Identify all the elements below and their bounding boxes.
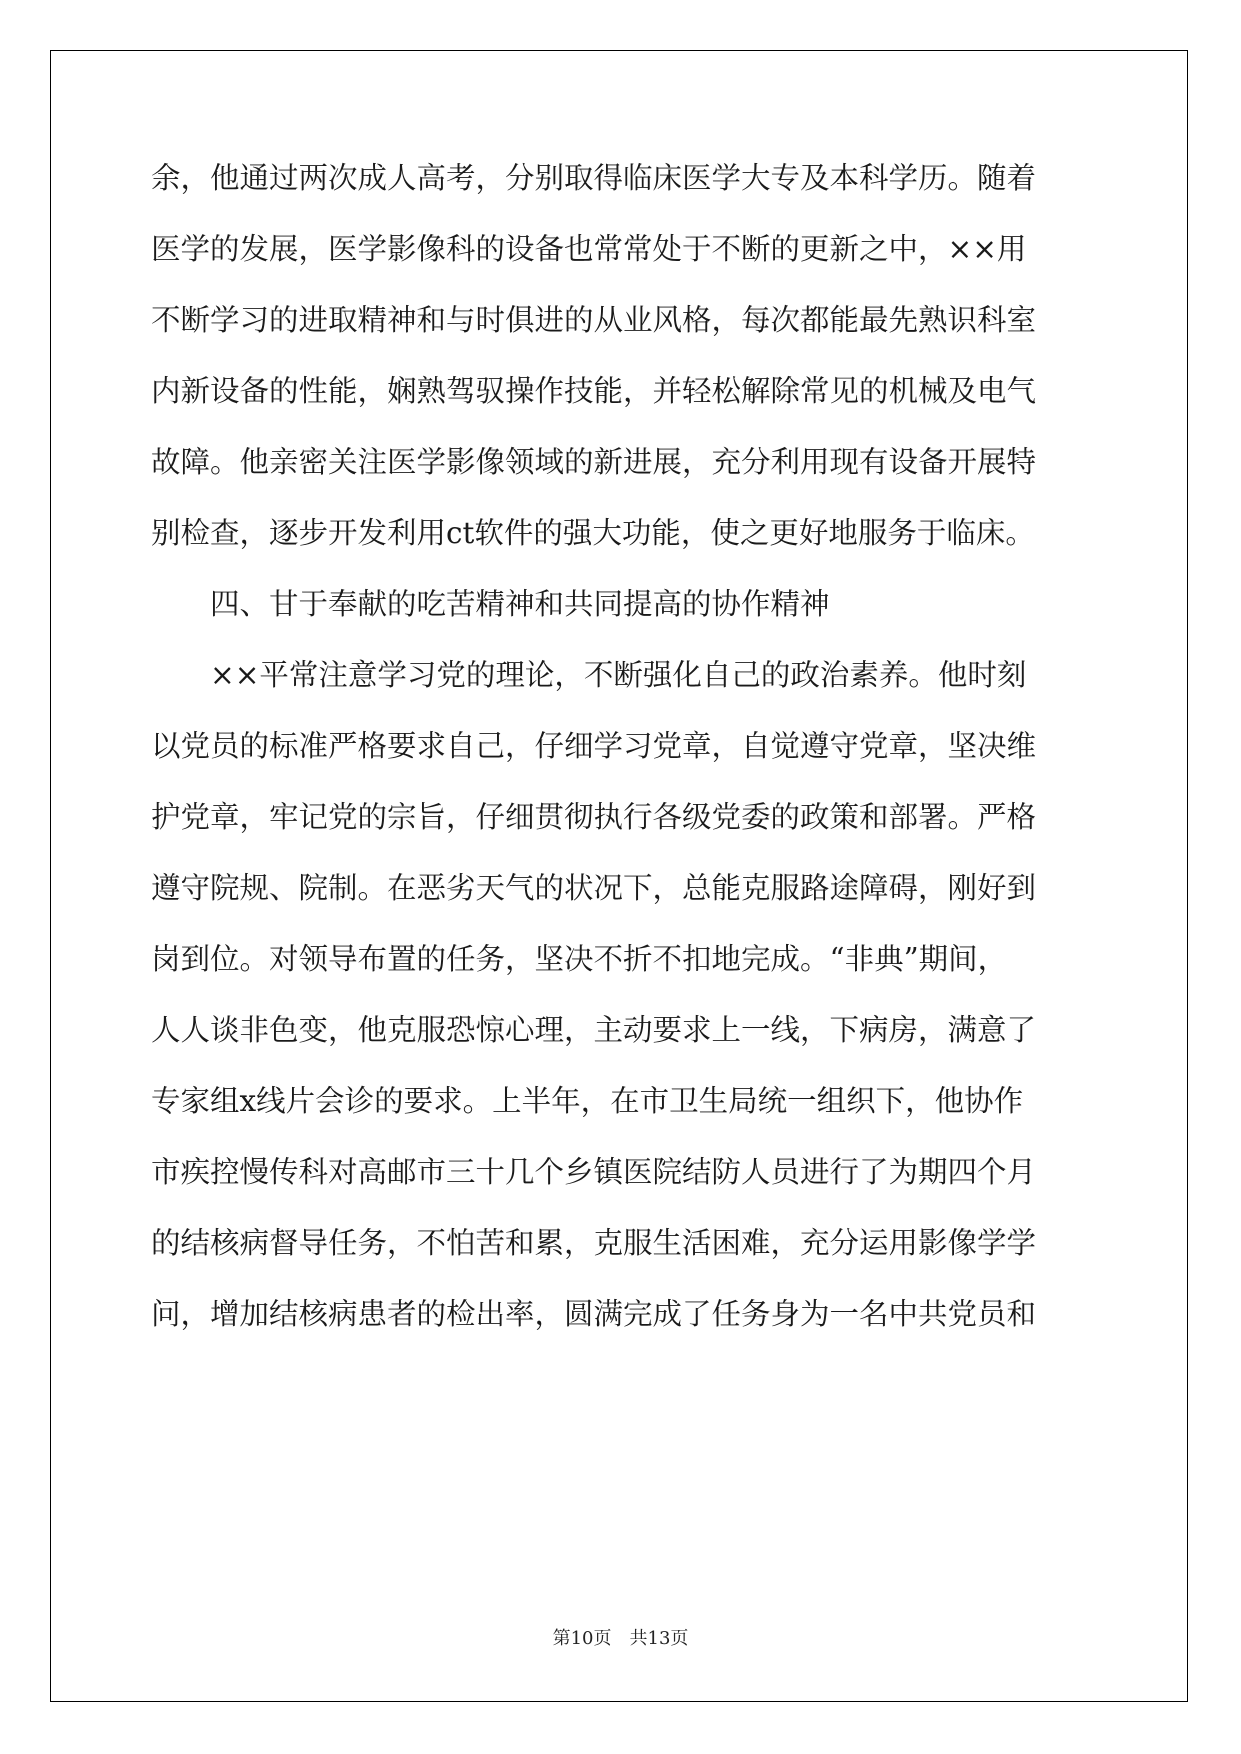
text-line: 岗到位。对领导布置的任务，坚决不折不扣地完成。“非典”期间， bbox=[151, 942, 1008, 976]
text-line: 故障。他亲密关注医学影像领域的新进展，充分利用现有设备开展特 bbox=[151, 445, 1037, 479]
text-line: 医学的发展，医学影像科的设备也常常处于不断的更新之中，××用 bbox=[151, 232, 1027, 266]
text-line: 别检查，逐步开发利用ct软件的强大功能，使之更好地服务于临床。 bbox=[151, 516, 1035, 550]
text-line: 内新设备的性能，娴熟驾驭操作技能，并轻松解除常见的机械及电气 bbox=[151, 374, 1037, 408]
text-line: 护党章，牢记党的宗旨，仔细贯彻执行各级党委的政策和部署。严格 bbox=[151, 800, 1037, 834]
page-number: 第10页 共13页 bbox=[552, 1628, 689, 1649]
text-line: 人人谈非色变，他克服恐惊心理，主动要求上一线，下病房，满意了 bbox=[151, 1013, 1037, 1047]
text-line: 问，增加结核病患者的检出率，圆满完成了任务身为一名中共党员和 bbox=[151, 1297, 1037, 1331]
text-line: ××平常注意学习党的理论，不断强化自己的政治素养。他时刻 bbox=[151, 658, 1027, 692]
section-heading: 四、甘于奉献的吃苦精神和共同提高的协作精神 bbox=[151, 587, 830, 621]
text-line: 市疾控慢传科对高邮市三十几个乡镇医院结防人员进行了为期四个月 bbox=[151, 1155, 1037, 1189]
text-line: 不断学习的进取精神和与时俱进的从业风格，每次都能最先熟识科室 bbox=[151, 303, 1037, 337]
text-line: 遵守院规、院制。在恶劣天气的状况下，总能克服路途障碍，刚好到 bbox=[151, 871, 1037, 905]
text-line: 余，他通过两次成人高考，分别取得临床医学大专及本科学历。随着 bbox=[151, 161, 1037, 195]
text-line: 以党员的标准严格要求自己，仔细学习党章，自觉遵守党章，坚决维 bbox=[151, 729, 1037, 763]
text-line: 的结核病督导任务，不怕苦和累，克服生活困难，充分运用影像学学 bbox=[151, 1226, 1037, 1260]
text-line: 专家组x线片会诊的要求。上半年，在市卫生局统一组织下，他协作 bbox=[151, 1084, 1024, 1118]
